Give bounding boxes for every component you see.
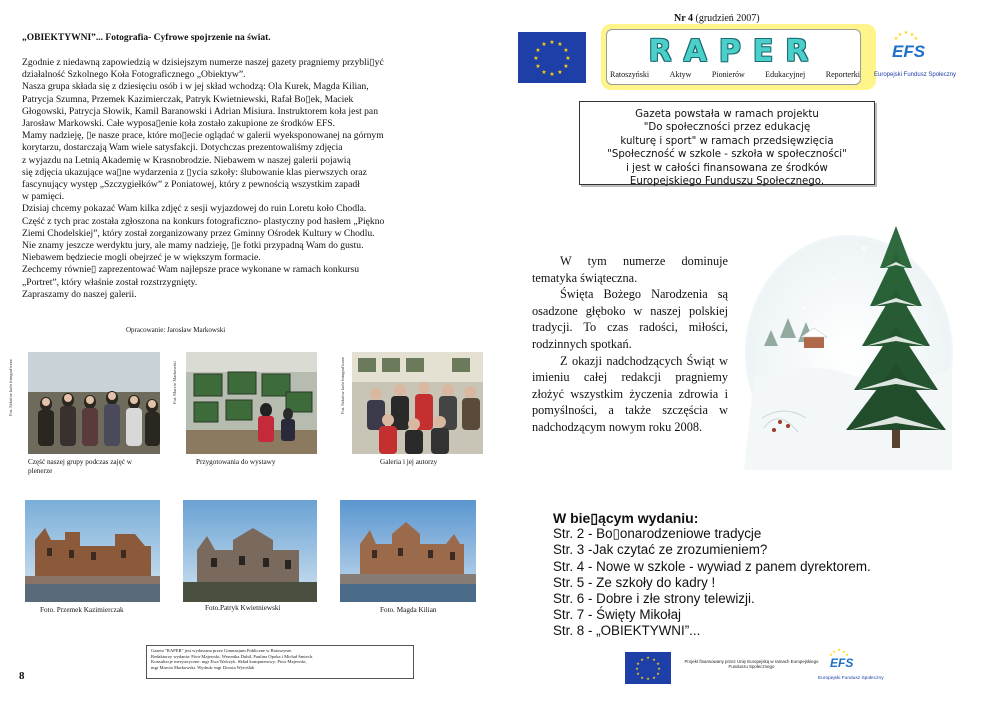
svg-text:★: ★ [657, 666, 661, 671]
svg-text:★: ★ [541, 41, 547, 48]
body-line: fascynujący występ „Szczygiełków” z Poniatowej, który z pewnością wszystkim zapadł [22, 179, 360, 191]
gallery-authors-photo [352, 352, 483, 454]
intro-paragraph: Święta Bożego Narodzenia są osadzone głęboko w naszej polskiej tradycji. To czas radości, miłości, rodzinnych spotkań. [532, 287, 728, 351]
svg-text:★: ★ [909, 32, 915, 38]
body-line: w pamięci. [22, 191, 65, 203]
toc-item: Str. 6 - Dobre i złe strony telewizji. [553, 591, 755, 607]
svg-text:★: ★ [842, 649, 846, 654]
project-line: Gazeta powstała w ramach projektu [635, 109, 819, 120]
svg-text:★: ★ [636, 671, 640, 676]
photo-caption: Część naszej grupy podczas zajęć w plenerze [28, 458, 132, 475]
svg-text:★: ★ [893, 36, 899, 42]
svg-text:★: ★ [656, 671, 660, 676]
body-line: się zdjęcia ukazujące wa▯ne wydarzenia z ▯ycia szkoły: ślubowanie klas pierwszych oraz [22, 166, 367, 178]
toc-item: Str. 7 - Święty Mikołaj [553, 607, 681, 623]
impressum-line: Konsultacje merytoryczne: mgr Ewa Walczyk. Skład komputerowy: Piotr Majewski, [151, 659, 307, 665]
svg-text:★: ★ [652, 657, 656, 662]
svg-text:★: ★ [640, 657, 644, 662]
svg-text:★: ★ [656, 661, 660, 666]
toc-item: Str. 4 - Nowe w szkole - wywiad z panem dyrektorem. [553, 558, 871, 574]
masthead-title: RAPER [648, 34, 821, 69]
photo-caption: Foto.Patryk Kwietniewski [205, 604, 281, 612]
svg-text:★: ★ [897, 32, 903, 38]
masthead-word: Reporterki [825, 70, 860, 79]
photo-caption: Foto. Przemek Kazimierczak [40, 606, 124, 614]
right-page [496, 0, 992, 702]
article-body [22, 57, 462, 301]
winter-tree-illustration [744, 218, 954, 470]
impressum-box [146, 645, 414, 679]
raper-masthead [601, 24, 876, 90]
svg-text:★: ★ [535, 47, 541, 54]
body-line: Ziemi Chodelskiej”, który został zorganizowany przez Gminny Ośrodek Kultury w Chodlu. [22, 227, 375, 239]
impressum-line: Gazeta "RAPER" jest wydawana przez Gimnazjum Publiczne w Ratoszynie. [151, 648, 293, 653]
toc-title: W bie▯ącym wydaniu: [553, 510, 699, 526]
svg-text:★: ★ [829, 652, 833, 657]
svg-text:★: ★ [563, 47, 569, 54]
body-line: Mamy nadzieję, ▯e nasze prace, które mo▯ecie oglądać w galerii wyeksponowanej na górnym [22, 130, 384, 142]
svg-text:★: ★ [832, 649, 836, 654]
eu-flag-icon [625, 652, 671, 684]
svg-text:★: ★ [549, 71, 555, 78]
article-title: „OBIEKTYWNI”... Fotografia- Cyfrowe spojrzenie na świat. [22, 33, 271, 43]
svg-text:★: ★ [652, 675, 656, 680]
body-line: działalność Szkolnego Koła Fotograficznego „Obiektyw”. [22, 69, 246, 81]
body-line: korytarzu, dostarczają Wam wiele satysfakcji. Dotychczas prezentowaliśmy zdjęcia [22, 142, 343, 154]
photo-caption: Foto. Magda Kilian [380, 606, 437, 614]
svg-text:★: ★ [903, 30, 909, 36]
group-outdoor-photo [28, 352, 160, 454]
svg-text:★: ★ [533, 55, 539, 62]
efs-subtitle: Europejski Fundusz Społeczny [874, 72, 957, 78]
masthead-word: Ratoszyński [610, 70, 650, 79]
issue-date: (grudzień 2007) [692, 13, 760, 24]
body-line: Niebawem będziecie mogli obejrzeć je w większym formacie. [22, 252, 261, 264]
ruins-photo-1 [25, 500, 160, 602]
photo-credit: Fot. Szkolne koło fotograficzne [340, 357, 345, 414]
body-line: Dzisiaj chcemy pokazać Wam kilka zdjęć z sesji wyjazdowej do ruin Loretu koło Chodla. [22, 203, 367, 215]
body-line: Nie znamy jeszcze werdyktu jury, ale mamy nadzieję, ▯e fotki przypadną Wam do gustu. [22, 240, 364, 252]
efs-logo-icon [818, 648, 888, 688]
project-line: "Społeczność w szkole - szkoła w społeczności" [607, 149, 847, 161]
impressum-line: mgr Marcin Markowski. Wydruk: mgr Dorota Wyroślak [151, 664, 255, 670]
issue-label [674, 13, 760, 24]
body-line: Zgodnie z niedawną zapowiedzią w dzisiejszym numerze naszej gazety pragniemy przybli▯yć [22, 57, 384, 68]
body-line: Głogowski, Patrycja Słowik, Kamil Baranowski i Adrian Misiura. Instruktorem koła jest pan [22, 105, 378, 117]
intro-text [532, 253, 728, 436]
efs-logo-text: EFS [892, 42, 926, 61]
svg-text:★: ★ [557, 69, 563, 76]
svg-text:★: ★ [646, 655, 650, 660]
body-line: Patrycja Szumna, Przemek Kazimierczak, Patryk Kwietniewski, Rafał Bo▯ek, Maciek [22, 93, 354, 105]
body-line: Jarosław Markowski. Całe wyposa▯enie koła zostało zakupione ze środków EFS. [22, 118, 336, 130]
svg-text:★: ★ [563, 63, 569, 70]
exhibition-prep-photo [186, 352, 317, 454]
photo-credit: Fot. Szkolne koło fotograficzne [8, 359, 13, 416]
article-author: Opracowanie: Jarosław Markowski [126, 326, 226, 334]
toc-item: Str. 8 - „OBIEKTYWNI”... [553, 623, 701, 639]
svg-text:★: ★ [549, 39, 555, 46]
page-number: 8 [19, 670, 25, 682]
svg-text:★: ★ [635, 666, 639, 671]
masthead-word: Pionierów [711, 70, 745, 79]
efs-logo-icon [874, 30, 978, 86]
svg-text:★: ★ [636, 661, 640, 666]
svg-text:★: ★ [565, 55, 571, 62]
svg-text:★: ★ [837, 648, 841, 652]
svg-text:★: ★ [640, 675, 644, 680]
efs-subtitle: Europejski Fundusz Społeczny [818, 676, 884, 681]
project-line: kulturę i sport" w ramach przedsięwzięcia [620, 135, 834, 147]
funding-note: Projekt finansowany przez Unię Europejską w ramach Europejskiego Funduszu Społecznego [684, 659, 819, 670]
toc-item: Str. 2 - Bo▯onarodzeniowe tradycje [553, 526, 762, 542]
svg-text:★: ★ [557, 41, 563, 48]
project-line: Europejskiego Funduszu Społecznego. [629, 176, 825, 188]
body-line: Zapraszamy do naszej galerii. [22, 288, 137, 300]
project-line: "Do społeczności przez edukację [643, 122, 811, 134]
table-of-contents [553, 510, 871, 640]
body-line: z wyjazdu na Letnią Akademię w Krasnobrodzie. Niebawem w naszej galerii pojawią [22, 154, 351, 166]
toc-item: Str. 5 - Ze szkoły do kadry ! [553, 574, 716, 590]
masthead-word: Aktyw [669, 70, 692, 79]
svg-text:★: ★ [845, 652, 849, 657]
issue-number: Nr 4 [674, 13, 693, 24]
ruins-photo-2 [183, 500, 317, 602]
masthead-words [610, 70, 860, 79]
impressum-line: Redaktorzy wydania: Piotr Majewski, Weronika Dubil, Paulina Opoka i Michał Śmiech. [151, 653, 314, 659]
svg-text:★: ★ [913, 36, 919, 42]
efs-logo-text: EFS [830, 656, 854, 670]
photo-credit: Fot. Marcin Markowski [172, 361, 177, 404]
intro-paragraph: Z okazji nadchodzących Świąt w imieniu całej redakcji pragniemy złożyć wszystkim życzenia zdrowia i pomyślności, a także szczęścia w nadchodzącym nowym roku 2008. [532, 353, 728, 434]
body-line: Nasza grupa składa się z dziesięciu osób i w jej skład wchodzą: Ola Kurek, Magda Kilian, [22, 81, 369, 93]
body-line: „Portret”, który właśnie został rozstrzygnięty. [22, 276, 198, 288]
masthead-word: Edukacyjnej [765, 70, 806, 79]
ruins-photo-3 [340, 500, 476, 602]
svg-text:★: ★ [535, 63, 541, 70]
body-line: Część z tych prac została zgłoszona na konkurs fotograficzno- plastyczny pod hasłem „Piękno [22, 215, 385, 227]
photo-caption: Przygotowania do wystawy [196, 458, 276, 466]
body-line: Zechcemy równie▯ zaprezentować Wam najlepsze prace wykonane w ramach konkursu [22, 264, 360, 276]
svg-text:★: ★ [541, 69, 547, 76]
photo-caption: Galeria i jej autorzy [380, 458, 438, 466]
eu-flag-icon [518, 32, 586, 83]
svg-text:★: ★ [646, 676, 650, 681]
toc-item: Str. 3 -Jak czytać ze zrozumieniem? [553, 542, 768, 558]
intro-paragraph: W tym numerze dominuje tematyka świąteczna. [532, 254, 728, 285]
project-info-box [579, 101, 875, 188]
project-line: i jest w całości finansowana ze środków [626, 162, 828, 174]
